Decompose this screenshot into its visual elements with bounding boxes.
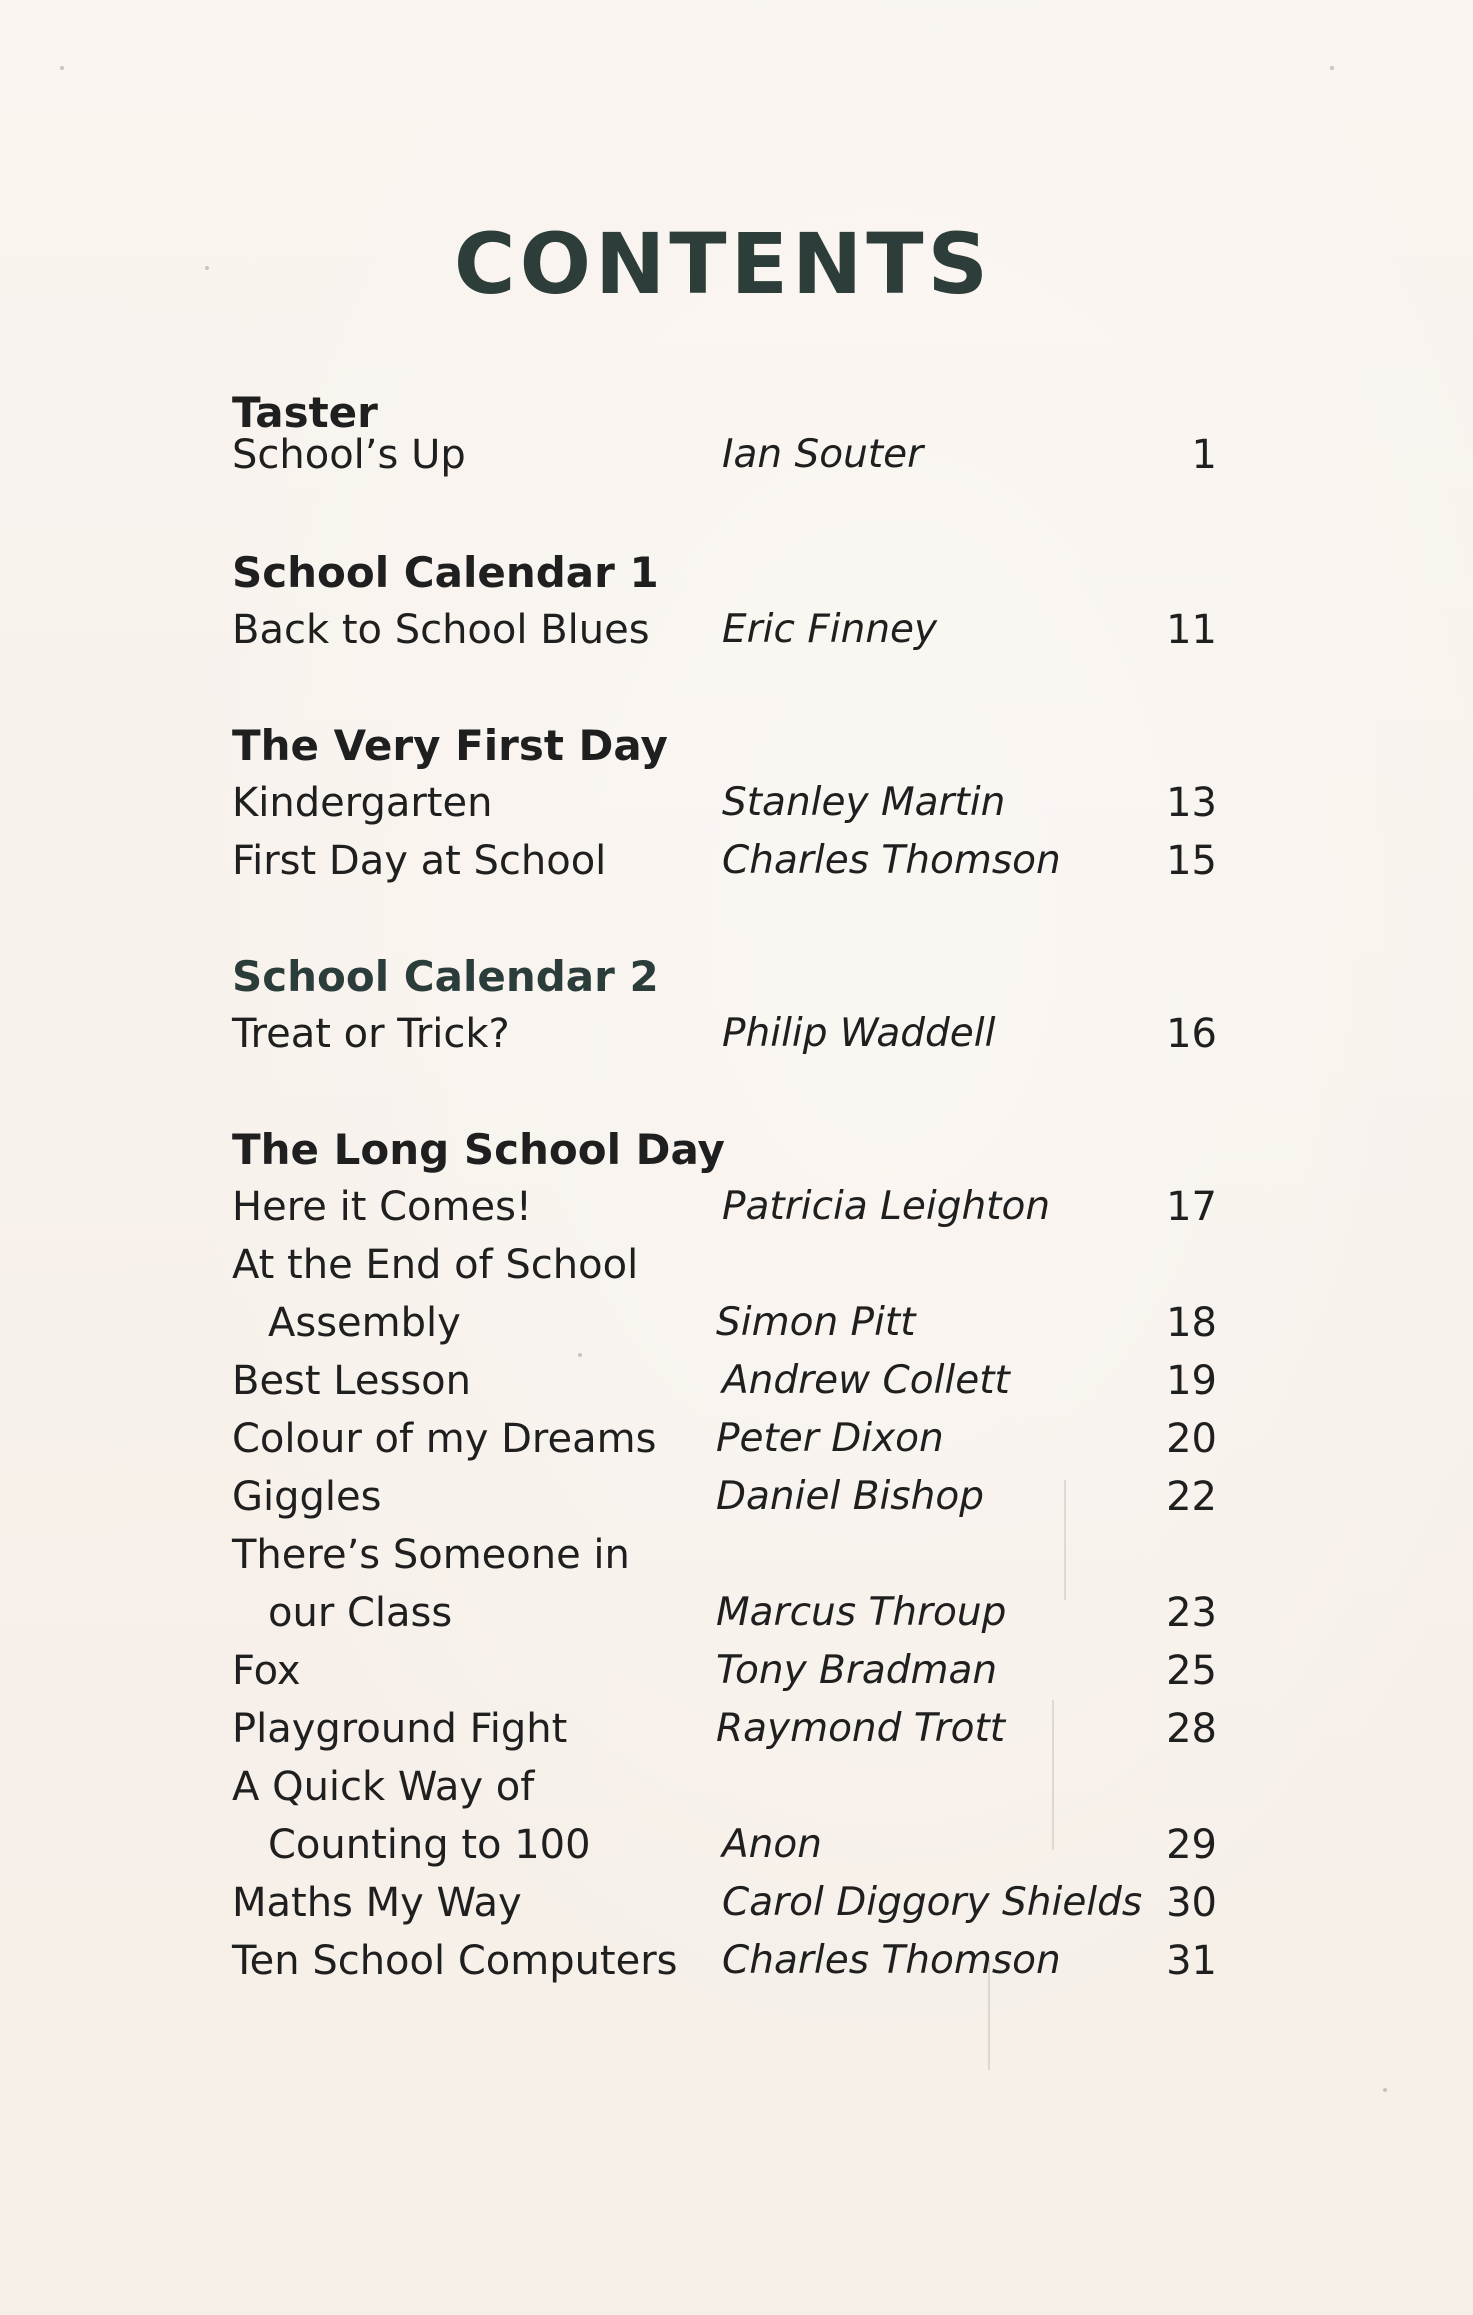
page-number: 30 <box>1166 1880 1217 1926</box>
poem-title: Ten School Computers <box>232 1938 678 1984</box>
section-heading-school-calendar-2: School Calendar 2 <box>232 952 659 1001</box>
poem-title: A Quick Way of <box>232 1764 535 1810</box>
poem-title: Giggles <box>232 1474 382 1520</box>
toc-entry <box>0 432 1473 491</box>
toc-entry <box>0 1416 1473 1475</box>
poem-author: Stanley Martin <box>722 780 1006 825</box>
page-number: 15 <box>1166 838 1217 884</box>
toc-entry-continuation <box>0 1300 1473 1359</box>
page-number: 23 <box>1166 1590 1217 1636</box>
poem-author: Raymond Trott <box>716 1706 1006 1751</box>
poem-title: Maths My Way <box>232 1880 522 1926</box>
poem-title: Kindergarten <box>232 780 493 826</box>
poem-title: Here it Comes! <box>232 1184 532 1230</box>
page-number: 13 <box>1166 780 1217 826</box>
poem-author: Charles Thomson <box>722 1938 1061 1983</box>
poem-title: Back to School Blues <box>232 607 650 653</box>
page-number: 28 <box>1166 1706 1217 1752</box>
poem-title: Best Lesson <box>232 1358 471 1404</box>
toc-entry <box>0 838 1473 897</box>
toc-entry-continuation <box>0 1590 1473 1649</box>
poem-author: Eric Finney <box>722 607 938 652</box>
paper-speck <box>60 66 64 70</box>
poem-author: Simon Pitt <box>716 1300 916 1345</box>
page-number: 31 <box>1166 1938 1217 1984</box>
paper-speck <box>1383 2088 1387 2092</box>
toc-entry <box>0 607 1473 666</box>
poem-author: Daniel Bishop <box>716 1474 984 1519</box>
toc-entry <box>0 1706 1473 1765</box>
toc-entry <box>0 1011 1473 1070</box>
poem-title-continuation: Counting to 100 <box>268 1822 591 1868</box>
poem-title: Treat or Trick? <box>232 1011 510 1057</box>
paper-speck <box>1330 66 1334 70</box>
poem-author: Peter Dixon <box>716 1416 944 1461</box>
page-number: 20 <box>1166 1416 1217 1462</box>
poem-author: Anon <box>722 1822 822 1867</box>
poem-title: There’s Someone in <box>232 1532 630 1578</box>
poem-title: At the End of School <box>232 1242 639 1288</box>
page-number: 29 <box>1166 1822 1217 1868</box>
page-title: CONTENTS <box>453 215 993 313</box>
section-heading-school-calendar-1: School Calendar 1 <box>232 548 659 597</box>
section-heading-taster: Taster <box>232 388 378 437</box>
poem-author: Carol Diggory Shields <box>722 1880 1143 1925</box>
poem-author: Patricia Leighton <box>722 1184 1051 1229</box>
toc-entry <box>0 1242 1473 1301</box>
page-number: 1 <box>1191 432 1217 478</box>
page-number: 22 <box>1166 1474 1217 1520</box>
page-number: 19 <box>1166 1358 1217 1404</box>
toc-entry <box>0 1764 1473 1823</box>
poem-author: Andrew Collett <box>722 1358 1010 1403</box>
toc-entry-continuation <box>0 1822 1473 1881</box>
poem-author: Charles Thomson <box>722 838 1061 883</box>
poem-title-continuation: our Class <box>268 1590 453 1636</box>
section-heading-the-very-first-day: The Very First Day <box>232 721 668 770</box>
toc-entry <box>0 1938 1473 1997</box>
toc-entry <box>0 1532 1473 1591</box>
poem-title: Playground Fight <box>232 1706 568 1752</box>
toc-entry <box>0 1184 1473 1243</box>
page-number: 16 <box>1166 1011 1217 1057</box>
toc-entry <box>0 1648 1473 1707</box>
toc-entry <box>0 1474 1473 1533</box>
toc-entry <box>0 1880 1473 1939</box>
poem-title: First Day at School <box>232 838 607 884</box>
page-number: 25 <box>1166 1648 1217 1694</box>
poem-author: Tony Bradman <box>716 1648 998 1693</box>
poem-author: Ian Souter <box>722 432 924 477</box>
poem-author: Philip Waddell <box>722 1011 996 1056</box>
page-number: 17 <box>1166 1184 1217 1230</box>
toc-entry <box>0 780 1473 839</box>
poem-title: School’s Up <box>232 432 466 478</box>
poem-author: Marcus Throup <box>716 1590 1007 1635</box>
poem-title: Fox <box>232 1648 301 1694</box>
toc-entry <box>0 1358 1473 1417</box>
poem-title-continuation: Assembly <box>268 1300 461 1346</box>
poem-title: Colour of my Dreams <box>232 1416 657 1462</box>
page-number: 18 <box>1166 1300 1217 1346</box>
section-heading-the-long-school-day: The Long School Day <box>232 1125 725 1174</box>
page-number: 11 <box>1166 607 1217 653</box>
